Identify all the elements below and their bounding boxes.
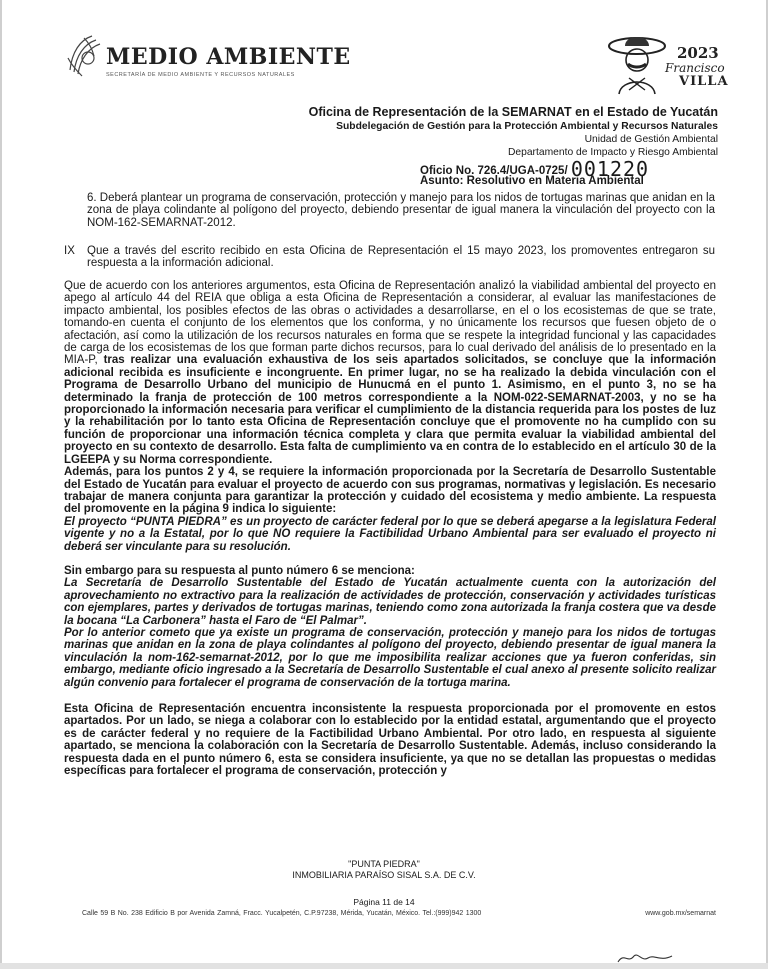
oficio-label: Oficio No. 726.4/UGA-0725/ [420, 165, 571, 177]
anniversary-name-first: Francisco [665, 61, 725, 75]
asunto-line: Asunto: Resolutivo en Materia Ambiental [420, 175, 644, 187]
secretaria-paragraph: Además, para los puntos 2 y 4, se requiere la información proporcionada por la Secretaría de Desarrollo Sustentable del Estado de Yucatán para evaluar el proyecto de acuerdo con sus programas, normativas y legislación. Es necesario trabajar de manera conjunta para garantizar la protección y cuidado del ecosistema y medio ambiente. La respuesta del promovente en la página 9 indica lo siguiente: [64, 466, 716, 516]
promovente-quote-3: Por lo anterior cometo que ya existe un programa de conservación, protección y manejo para los nidos de tortugas marinas que anidan en la zona de playa colindantes al polígono del proyecto, debiendo presentar de igual manera la vinculación la nom-162-semarnat-2012, por lo que me imposibilita realizar acciones que ya fueron conferidas, sin embargo, mediante oficio ingresado a la Secretaría de Desarrollo Sustentable el cual anexo al presente solicito realizar algún convenio para fortalecer el programa de conservación de la tortuga marina. [64, 626, 716, 689]
main-body [64, 280, 716, 777]
footer-address: Calle 59 B No. 238 Edificio B por Avenida Zamná, Fracc. Yucalpetén, C.P.97238, Mérida, Yucatán, México. Tel.:(999)942 1300 [82, 910, 482, 917]
anniversary-name-last: VILLA [679, 74, 729, 89]
footer-project: "PUNTA PIEDRA" [348, 859, 420, 869]
inconsistency-paragraph: Esta Oficina de Representación encuentra inconsistente la respuesta proporcionada por el promovente en estos apartados. Por un lado, se niega a colaborar con lo establecido por la entidad estatal, argumentando que el proyecto es de carácter federal y no requiere de la Factibilidad Urbano Ambiental. Por otro lado, en respuesta al siguiente apartado, se menciona la colaboración con la Secretaría de Desarrollo Sustentable. Además, incluso considerando la respuesta dada en el punto número 6, esta se considera insuficiente, ya que no se detallan las propuestas o medidas específicas para fortalecer el programa de conservación, protección y [64, 703, 716, 778]
item-ix-paragraph: Que a través del escrito recibido en esta Oficina de Representación el 15 mayo 2023, los promoventes entregaron su respuesta a la información adicional. [87, 245, 715, 270]
analysis-text: Que de acuerdo con los anteriores argumentos, esta Oficina de Representación analizó la viabilidad ambiental del proyecto en apego al artículo 44 del REIA que obliga a esta Oficina de Representación a considerar, al evaluar las manifestaciones de impacto ambiental, los posibles efectos de las obras o actividades a desarrollarse, en el o los ecosistemas de que se trate, tomando-en cuenta el conjunto de los elementos que los conforma, y no únicamente los recursos que fuesen objeto de o afectación, así como la utilización de los recursos naturales en forma que se respete la integridad funcional y las capacidades de carga de los ecosistemas de los que forman parte dichos recursos, para lo cual derivado del análisis de lo presentado en la MIA-P, [64, 280, 716, 367]
logo-title: MEDIO AMBIENTE [106, 44, 351, 70]
item-6-paragraph: 6. Deberá plantear un programa de conservación, protección y manejo para los nidos de tortugas marinas que anidan en la zona de playa colindante al polígono del proyecto, debiendo presentar de igual manera la vinculación del proyecto con la NOM-162-SEMARNAT-2012. [87, 192, 715, 229]
office-name: Oficina de Representación de la SEMARNAT en el Estado de Yucatán [308, 105, 718, 119]
francisco-villa-anniversary-logo [607, 28, 727, 98]
anniversary-year: 2023 [677, 44, 719, 62]
conclusion-text: tras realizar una evaluación exhaustiva de los seis apartados solicitados, se concluye que la información adicional recibida es insuficiente e incongruente. En primer lugar, no se ha realizado la debida vinculación con el Programa de Desarrollo Urbano del municipio de Hunucmá en el punto 1. Asimismo, en el punto 3, no se ha determinado la franja de protección de 100 metros correspondiente a la NOM-022-SEMARNAT-2003, y no se ha proporcionado la información necesaria para verificar el cumplimiento de la distancia requerida para los postes de luz y la rehabilitación por lo tanto esta Oficina de Representación concluye que el promovente no ha cumplido con su función de proporcionar una información técnica completa y clara que permita evaluar la viabilidad ambiental del proyecto en su contexto de desarrollo. Esta falta de cumplimiento va en contra de lo establecido en el artículo 30 de la LGEEPA y su Norma correspondiente. [64, 354, 716, 466]
subdelegation-name: Subdelegación de Gestión para la Protección Ambiental y Recursos Naturales [336, 121, 718, 132]
eagle-emblem-icon [62, 28, 108, 80]
item-ix-number: IX [64, 245, 75, 257]
medio-ambiente-logo [62, 28, 351, 86]
signature-scribble-icon [616, 950, 676, 966]
office-heading [309, 104, 718, 159]
promovente-quote-1: El proyecto “PUNTA PIEDRA” es un proyecto de carácter federal por lo que se deberá apegarse a la legislatura Federal vigente y no a la Estatal, por lo que NO requiere la Factibilidad Urbano Ambiental para ser evaluado el proyecto ni deberá ser vinculante para su resolución. [64, 515, 716, 553]
villa-portrait-icon [607, 30, 669, 96]
promovente-quote-2: La Secretaría de Desarrollo Sustentable del Estado de Yucatán actualmente cuenta con la autorización del aprovechamiento no extractivo para la realización de actividades de protección, conservación y actividades turísticas con ejemplares, partes y derivados de tortugas marinas, teniendo como zona autorizada la franja costera que va desde la bocana “La Carbonera” hasta el Faro de “El Palmar”. [64, 577, 716, 627]
footer-company: INMOBILIARIA PARAÍSO SISAL S.A. DE C.V. [292, 870, 476, 880]
analysis-paragraph [64, 280, 716, 466]
department-name: Departamento de Impacto y Riesgo Ambiental [507, 147, 718, 158]
footer-website: www.gob.mx/semarnat [645, 910, 716, 917]
oficio-number-stamp: 001220 [570, 157, 650, 181]
document-page [2, 0, 766, 963]
logo-subtitle: SECRETARÍA DE MEDIO AMBIENTE Y RECURSOS NATURALES [106, 72, 295, 78]
point-6-intro: Sin embargo para su respuesta al punto número 6 se menciona: [64, 564, 415, 577]
page-number: Página 11 de 14 [353, 897, 415, 907]
unit-name: Unidad de Gestión Ambiental [584, 134, 718, 145]
item-ix [64, 245, 715, 270]
